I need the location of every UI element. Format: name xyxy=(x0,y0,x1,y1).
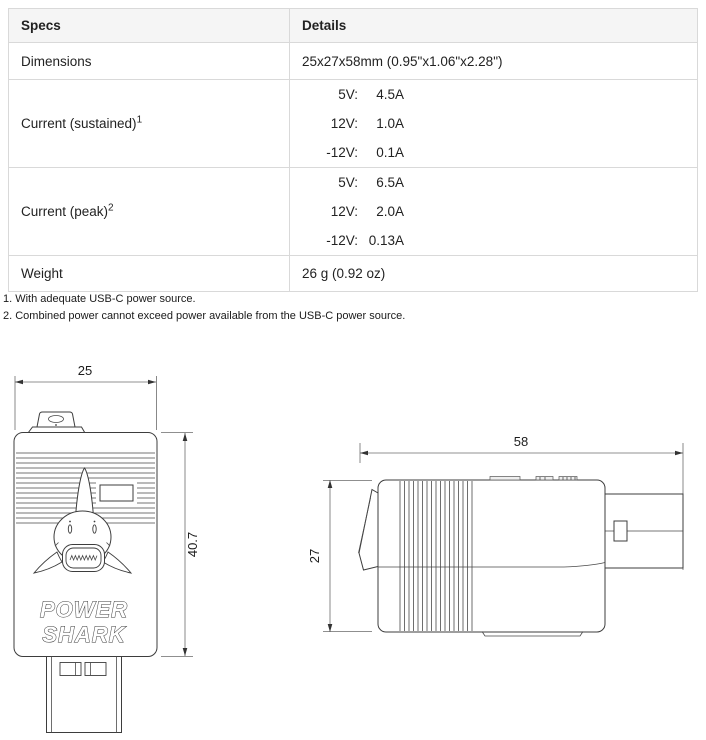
side-view-drawing xyxy=(302,423,706,640)
power-shark-logo xyxy=(40,597,128,647)
logo-line-shark: SHARK xyxy=(42,622,126,647)
device-body-side xyxy=(378,480,605,632)
table-header-row xyxy=(9,9,698,43)
usb-latch xyxy=(614,521,627,541)
rail-label: 5V: xyxy=(338,175,358,190)
current-peak-grid xyxy=(302,168,697,255)
rail-label: 12V: xyxy=(330,116,358,131)
rail-value: 1.0A xyxy=(376,116,404,131)
rail-label: -12V: xyxy=(326,233,358,248)
dimensions-label: Dimensions xyxy=(9,43,290,80)
front-width-dimension xyxy=(15,363,157,430)
usb-plug-front xyxy=(47,657,122,733)
current-sustained-text: Current (sustained) xyxy=(21,116,137,131)
footnote-ref-2: 2 xyxy=(108,202,114,214)
rail-label: -12V: xyxy=(326,145,358,160)
current-sustained-values xyxy=(290,80,698,168)
weight-value: 26 g (0.92 oz) xyxy=(290,256,698,292)
top-surface-details xyxy=(490,477,577,481)
side-height-label: 27 xyxy=(307,548,322,564)
rail-label: 5V: xyxy=(338,87,358,102)
dimensions-value: 25x27x58mm (0.95"x1.06"x2.28") xyxy=(290,43,698,80)
front-height-label: 40.7 xyxy=(185,531,200,558)
spec-table xyxy=(8,8,698,292)
table-row-dimensions xyxy=(9,43,698,80)
power-switch xyxy=(28,412,85,433)
front-width-label: 25 xyxy=(77,363,93,378)
footnotes xyxy=(3,291,405,325)
usb-plug-side xyxy=(605,494,683,568)
rocker-switch-side xyxy=(359,490,379,571)
side-length-label: 58 xyxy=(513,434,529,449)
current-sustained-label xyxy=(9,80,290,168)
current-peak-label xyxy=(9,168,290,256)
front-view-drawing xyxy=(4,360,214,740)
current-peak-text: Current (peak) xyxy=(21,204,109,219)
column-header-specs: Specs xyxy=(9,9,290,43)
shark-left-eye xyxy=(68,525,71,533)
rail-value: 4.5A xyxy=(376,87,404,102)
rail-value: 0.13A xyxy=(368,233,404,248)
logo-line-power: POWER xyxy=(39,597,129,622)
rail-value: 2.0A xyxy=(376,204,404,219)
footnote-2: 2. Combined power cannot exceed power available from the USB-C power source. xyxy=(3,310,406,322)
shark-right-eye xyxy=(93,525,96,533)
rail-value: 6.5A xyxy=(376,175,404,190)
column-header-details: Details xyxy=(290,9,698,43)
rail-label: 12V: xyxy=(330,204,358,219)
footnote-1: 1. With adequate USB-C power source. xyxy=(3,293,196,305)
front-height-dimension xyxy=(161,433,200,657)
current-peak-values xyxy=(290,168,698,256)
rail-value: 0.1A xyxy=(376,145,404,160)
led-window xyxy=(96,481,137,505)
table-row-current-peak xyxy=(9,168,698,256)
weight-label: Weight xyxy=(9,256,290,292)
current-sustained-grid xyxy=(302,80,697,167)
table-row-weight xyxy=(9,256,698,292)
footnote-ref-1: 1 xyxy=(136,114,143,126)
usb-contact-window xyxy=(60,663,81,676)
usb-contact-window xyxy=(85,663,106,676)
table-row-current-sustained xyxy=(9,80,698,168)
